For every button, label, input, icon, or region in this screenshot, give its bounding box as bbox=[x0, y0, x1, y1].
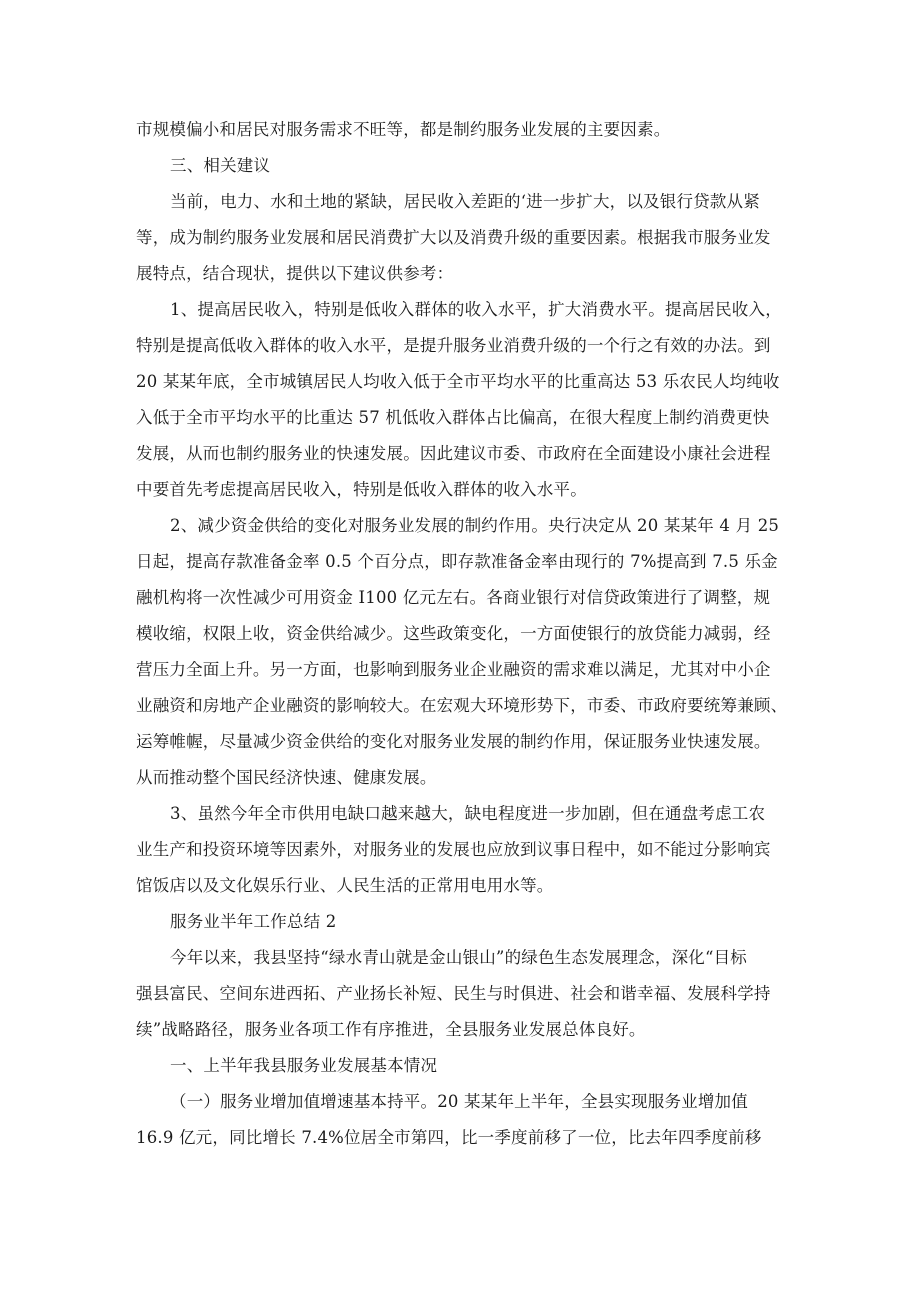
text-line: 日起，提高存款准备金率 0.5 个百分点，即存款准备金率由现行的 7%提高到 7.5 乐金 bbox=[136, 552, 778, 571]
text-line: 强县富民、空间东进西拓、产业扬长补短、民生与时俱进、社会和谐幸福、发展科学持 bbox=[136, 984, 771, 1003]
text-line: 等，成为制约服务业发展和居民消费扩大以及消费升级的重要因素。根据我市服务业发 bbox=[136, 228, 771, 247]
text-line: 融机构将一次性减少可用资金 I100 亿元左右。各商业银行对信贷政策进行了调整，规 bbox=[136, 588, 771, 607]
text-line: 当前，电力、水和土地的紧缺，居民收入差距的‘进一步扩大，以及银行贷款从紧 bbox=[170, 192, 760, 211]
text-line: 展特点，结合现状，提供以下建议供参考： bbox=[136, 264, 454, 283]
text-line: 1、提高居民收入，特别是低收入群体的收入水平，扩大消费水平。提高居民收入， bbox=[170, 300, 782, 319]
text-line: 2、减少资金供给的变化对服务业发展的制约作用。央行决定从 20 某某年 4 月 25 bbox=[170, 516, 780, 535]
section-heading: 服务业半年工作总结 2 bbox=[170, 912, 337, 931]
text-line: 从而推动整个国民经济快速、健康发展。 bbox=[136, 768, 437, 787]
text-line: 3、虽然今年全市供用电缺口越来越大，缺电程度进一步加剧，但在通盘考虑工农 bbox=[170, 804, 766, 823]
text-line: 营压力全面上升。另一方面，也影响到服务业企业融资的需求难以满足，尤其对中小企 bbox=[136, 660, 771, 679]
text-line: 运筹帷幄，尽量减少资金供给的变化对服务业发展的制约作用，保证服务业快速发展。 bbox=[136, 732, 771, 751]
text-line: 市规模偏小和居民对服务需求不旺等，都是制约服务业发展的主要因素。 bbox=[136, 120, 671, 139]
text-line: 特别是提高低收入群体的收入水平，是提升服务业消费升级的一个行之有效的办法。到 bbox=[136, 336, 771, 355]
text-line: 16.9 亿元，同比增长 7.4%位居全市第四，比一季度前移了一位，比去年四季度前移 bbox=[136, 1128, 762, 1147]
section-heading: 一、上半年我县服务业发展基本情况 bbox=[170, 1056, 438, 1075]
text-line: 馆饭店以及文化娱乐行业、人民生活的正常用电用水等。 bbox=[136, 876, 554, 895]
text-line: （一）服务业增加值增速基本持平。20 某某年上半年，全县实现服务业增加值 bbox=[170, 1092, 748, 1111]
text-line: 业融资和房地产企业融资的影响较大。在宏观大环境形势下，市委、市政府要统筹兼顾、 bbox=[136, 696, 788, 715]
text-line: 今年以来，我县坚持“绿水青山就是金山银山”的绿色生态发展理念，深化“目标 bbox=[170, 948, 748, 967]
text-line: 业生产和投资环境等因素外，对服务业的发展也应放到议事日程中，如不能过分影响宾 bbox=[136, 840, 771, 859]
text-line: 续”战略路径，服务业各项工作有序推进，全县服务业发展总体良好。 bbox=[136, 1020, 646, 1039]
section-heading: 三、相关建议 bbox=[170, 156, 271, 175]
text-line: 模收缩，权限上收，资金供给减少。这些政策变化，一方面使银行的放贷能力减弱，经 bbox=[136, 624, 771, 643]
text-line: 发展，从而也制约服务业的快速发展。因此建议市委、市政府在全面建设小康社会进程 bbox=[136, 444, 771, 463]
text-line: 20 某某年底，全市城镇居民人均收入低于全市平均水平的比重高达 53 乐农民人均纯收 bbox=[136, 372, 780, 391]
text-line: 中要首先考虑提高居民收入，特别是低收入群体的收入水平。 bbox=[136, 480, 587, 499]
text-line: 入低于全市平均水平的比重达 57 机低收入群体占比偏高，在很大程度上制约消费更快 bbox=[136, 408, 770, 427]
